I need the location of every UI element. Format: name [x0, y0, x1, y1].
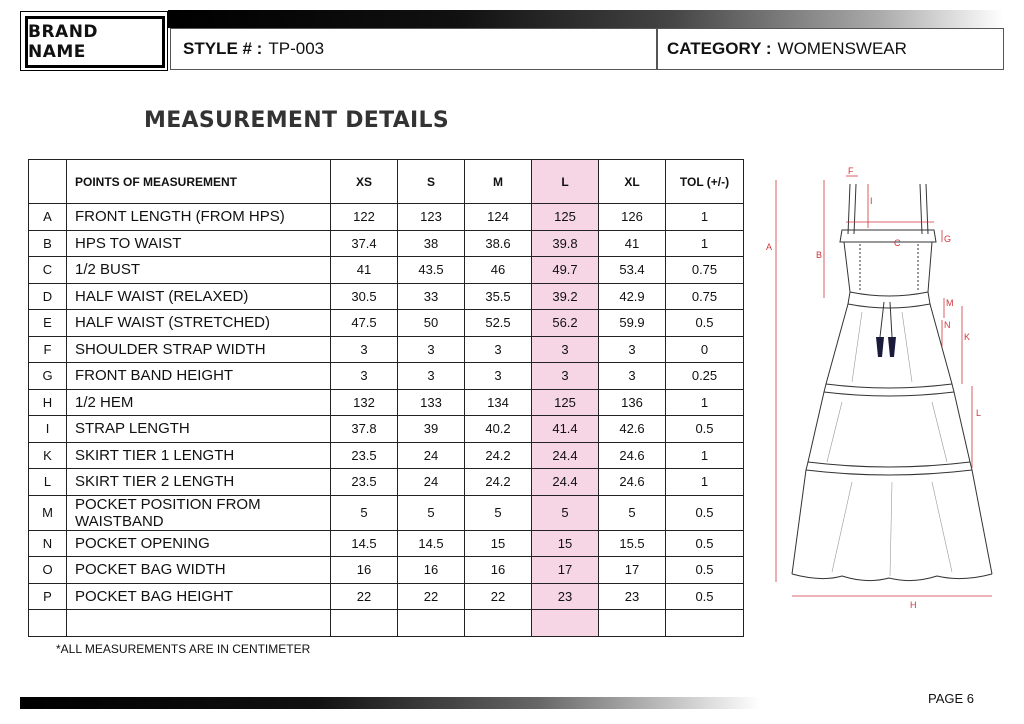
table-row	[29, 283, 744, 310]
table-row	[29, 583, 744, 610]
cell-xl	[599, 610, 666, 637]
table-row	[29, 416, 744, 443]
cell-m: 134	[465, 389, 532, 416]
cell-l: 5	[532, 495, 599, 530]
cell-l: 125	[532, 389, 599, 416]
measurement-table	[28, 159, 744, 637]
cell-xl: 126	[599, 204, 666, 231]
bodice-trim	[860, 244, 918, 290]
left-strap	[848, 184, 856, 234]
cell-xs: 3	[331, 363, 398, 390]
cell-code: P	[29, 583, 67, 610]
cell-l: 3	[532, 336, 599, 363]
cell-xs: 132	[331, 389, 398, 416]
cell-l: 41.4	[532, 416, 599, 443]
cell-xl: 24.6	[599, 442, 666, 469]
style-label: STYLE # :	[183, 39, 263, 58]
cell-tol: 1	[666, 230, 744, 257]
dim-label-c: C	[894, 238, 901, 248]
cell-l: 56.2	[532, 310, 599, 337]
dim-label-i: I	[870, 196, 873, 206]
page-number: PAGE 6	[928, 691, 975, 706]
cell-xl: 53.4	[599, 257, 666, 284]
cell-xl: 17	[599, 557, 666, 584]
cell-l: 49.7	[532, 257, 599, 284]
cell-s: 22	[398, 583, 465, 610]
cell-code: D	[29, 283, 67, 310]
cell-xs: 22	[331, 583, 398, 610]
cell-pom: HALF WAIST (STRETCHED)	[67, 310, 331, 337]
cell-code: C	[29, 257, 67, 284]
category-box	[656, 28, 1004, 70]
category-label: CATEGORY :	[667, 39, 772, 58]
dim-label-k: K	[964, 332, 971, 342]
table-row	[29, 469, 744, 496]
cell-s: 24	[398, 442, 465, 469]
cell-code: I	[29, 416, 67, 443]
header-m: M	[465, 160, 532, 204]
table-row	[29, 363, 744, 390]
cell-pom: SKIRT TIER 1 LENGTH	[67, 442, 331, 469]
cell-l: 17	[532, 557, 599, 584]
cell-m	[465, 610, 532, 637]
cell-m: 3	[465, 336, 532, 363]
header-tol: TOL (+/-)	[666, 160, 744, 204]
cell-l	[532, 610, 599, 637]
dim-label-b: B	[816, 250, 823, 260]
table-row	[29, 495, 744, 530]
cell-m: 15	[465, 530, 532, 557]
cell-xs: 41	[331, 257, 398, 284]
cell-code: B	[29, 230, 67, 257]
header-s: S	[398, 160, 465, 204]
cell-pom: POCKET BAG HEIGHT	[67, 583, 331, 610]
cell-pom: POCKET BAG WIDTH	[67, 557, 331, 584]
cell-tol: 1	[666, 204, 744, 231]
cell-pom: 1/2 BUST	[67, 257, 331, 284]
table-row	[29, 336, 744, 363]
cell-tol: 1	[666, 389, 744, 416]
cell-s: 5	[398, 495, 465, 530]
cell-tol	[666, 610, 744, 637]
style-value: TP-003	[268, 39, 325, 58]
cell-xl: 59.9	[599, 310, 666, 337]
cell-pom: SKIRT TIER 2 LENGTH	[67, 469, 331, 496]
cell-xl: 3	[599, 336, 666, 363]
header-xs: XS	[331, 160, 398, 204]
cell-xs: 122	[331, 204, 398, 231]
cell-code: H	[29, 389, 67, 416]
cell-code	[29, 610, 67, 637]
table-row	[29, 204, 744, 231]
dim-label-n: N	[944, 320, 951, 330]
table-row	[29, 310, 744, 337]
cell-pom: FRONT BAND HEIGHT	[67, 363, 331, 390]
cell-pom: FRONT LENGTH (FROM HPS)	[67, 204, 331, 231]
table-row	[29, 389, 744, 416]
header-xl: XL	[599, 160, 666, 204]
cell-pom: HALF WAIST (RELAXED)	[67, 283, 331, 310]
cell-s: 16	[398, 557, 465, 584]
waistband	[848, 292, 930, 308]
cell-s: 14.5	[398, 530, 465, 557]
cell-l: 24.4	[532, 442, 599, 469]
cell-code: G	[29, 363, 67, 390]
cell-code: O	[29, 557, 67, 584]
cell-s: 133	[398, 389, 465, 416]
cell-xs: 5	[331, 495, 398, 530]
cell-xs	[331, 610, 398, 637]
header-pom: POINTS OF MEASUREMENT	[67, 160, 331, 204]
cell-s: 33	[398, 283, 465, 310]
cell-code: L	[29, 469, 67, 496]
cell-xl: 41	[599, 230, 666, 257]
cell-s	[398, 610, 465, 637]
cell-xs: 23.5	[331, 469, 398, 496]
brand-logo	[20, 11, 168, 71]
dim-label-l: L	[976, 408, 982, 418]
cell-tol: 0.5	[666, 557, 744, 584]
cell-tol: 1	[666, 469, 744, 496]
cell-code: N	[29, 530, 67, 557]
cell-code: K	[29, 442, 67, 469]
table-header-row	[29, 160, 744, 204]
cell-code: M	[29, 495, 67, 530]
cell-tol: 1	[666, 442, 744, 469]
cell-pom: SHOULDER STRAP WIDTH	[67, 336, 331, 363]
cell-m: 16	[465, 557, 532, 584]
cell-pom: 1/2 HEM	[67, 389, 331, 416]
cell-s: 43.5	[398, 257, 465, 284]
cell-xl: 23	[599, 583, 666, 610]
table-row	[29, 610, 744, 637]
cell-xs: 37.4	[331, 230, 398, 257]
cell-tol: 0.5	[666, 495, 744, 530]
cell-xs: 3	[331, 336, 398, 363]
footer-gradient-bar	[20, 697, 760, 709]
cell-xs: 37.8	[331, 416, 398, 443]
tassel-right	[888, 337, 896, 357]
cell-m: 22	[465, 583, 532, 610]
drawstring	[880, 302, 892, 337]
cell-s: 50	[398, 310, 465, 337]
cell-tol: 0.5	[666, 310, 744, 337]
cell-l: 39.8	[532, 230, 599, 257]
cell-tol: 0.5	[666, 416, 744, 443]
cell-xl: 5	[599, 495, 666, 530]
cell-s: 3	[398, 363, 465, 390]
table-row	[29, 230, 744, 257]
cell-tol: 0.75	[666, 257, 744, 284]
cell-l: 125	[532, 204, 599, 231]
cell-tol: 0.75	[666, 283, 744, 310]
cell-xl: 3	[599, 363, 666, 390]
cell-m: 124	[465, 204, 532, 231]
header-l: L	[532, 160, 599, 204]
cell-xl: 42.6	[599, 416, 666, 443]
header-gradient-bar	[168, 10, 1004, 28]
cell-m: 46	[465, 257, 532, 284]
cell-tol: 0.25	[666, 363, 744, 390]
cell-m: 52.5	[465, 310, 532, 337]
table-row	[29, 442, 744, 469]
cell-l: 24.4	[532, 469, 599, 496]
category-value: WOMENSWEAR	[777, 39, 907, 58]
table-row	[29, 557, 744, 584]
dim-label-h: H	[910, 600, 917, 610]
cell-code: E	[29, 310, 67, 337]
cell-xl: 136	[599, 389, 666, 416]
cell-s: 123	[398, 204, 465, 231]
brand-name: BRAND NAME	[25, 16, 165, 68]
cell-m: 5	[465, 495, 532, 530]
cell-xs: 47.5	[331, 310, 398, 337]
cell-l: 39.2	[532, 283, 599, 310]
cell-xs: 14.5	[331, 530, 398, 557]
bodice-sides	[844, 242, 932, 292]
cell-tol: 0.5	[666, 530, 744, 557]
cell-m: 24.2	[465, 469, 532, 496]
cell-l: 15	[532, 530, 599, 557]
cell-m: 24.2	[465, 442, 532, 469]
header-code	[29, 160, 67, 204]
dress-sketch	[762, 162, 1012, 612]
cell-pom: HPS TO WAIST	[67, 230, 331, 257]
cell-xs: 30.5	[331, 283, 398, 310]
cell-xl: 24.6	[599, 469, 666, 496]
cell-tol: 0.5	[666, 583, 744, 610]
style-number-box	[170, 28, 658, 70]
dim-label-m: M	[946, 298, 954, 308]
cell-code: A	[29, 204, 67, 231]
cell-m: 35.5	[465, 283, 532, 310]
cell-m: 3	[465, 363, 532, 390]
dim-label-g: G	[944, 234, 952, 244]
hem	[792, 574, 992, 581]
tassel-left	[876, 337, 884, 357]
cell-xs: 23.5	[331, 442, 398, 469]
cell-s: 39	[398, 416, 465, 443]
cell-pom: POCKET OPENING	[67, 530, 331, 557]
table-row	[29, 530, 744, 557]
tier2-sides	[808, 392, 970, 462]
measurement-note: *ALL MEASUREMENTS ARE IN CENTIMETER	[56, 642, 311, 656]
cell-pom	[67, 610, 331, 637]
table-row	[29, 257, 744, 284]
cell-m: 38.6	[465, 230, 532, 257]
cell-code: F	[29, 336, 67, 363]
cell-l: 23	[532, 583, 599, 610]
cell-l: 3	[532, 363, 599, 390]
cell-tol: 0	[666, 336, 744, 363]
dim-label-f: F	[848, 166, 854, 176]
cell-xs: 16	[331, 557, 398, 584]
page-title: MEASUREMENT DETAILS	[144, 108, 449, 133]
cell-pom: POCKET POSITION FROM WAISTBAND	[67, 495, 331, 530]
tier1-trim	[824, 384, 954, 396]
cell-pom: STRAP LENGTH	[67, 416, 331, 443]
cell-xl: 42.9	[599, 283, 666, 310]
cell-xl: 15.5	[599, 530, 666, 557]
cell-s: 38	[398, 230, 465, 257]
tier2-trim	[806, 462, 972, 475]
right-strap	[920, 184, 928, 234]
cell-m: 40.2	[465, 416, 532, 443]
cell-s: 24	[398, 469, 465, 496]
dim-label-a: A	[766, 242, 773, 252]
cell-s: 3	[398, 336, 465, 363]
